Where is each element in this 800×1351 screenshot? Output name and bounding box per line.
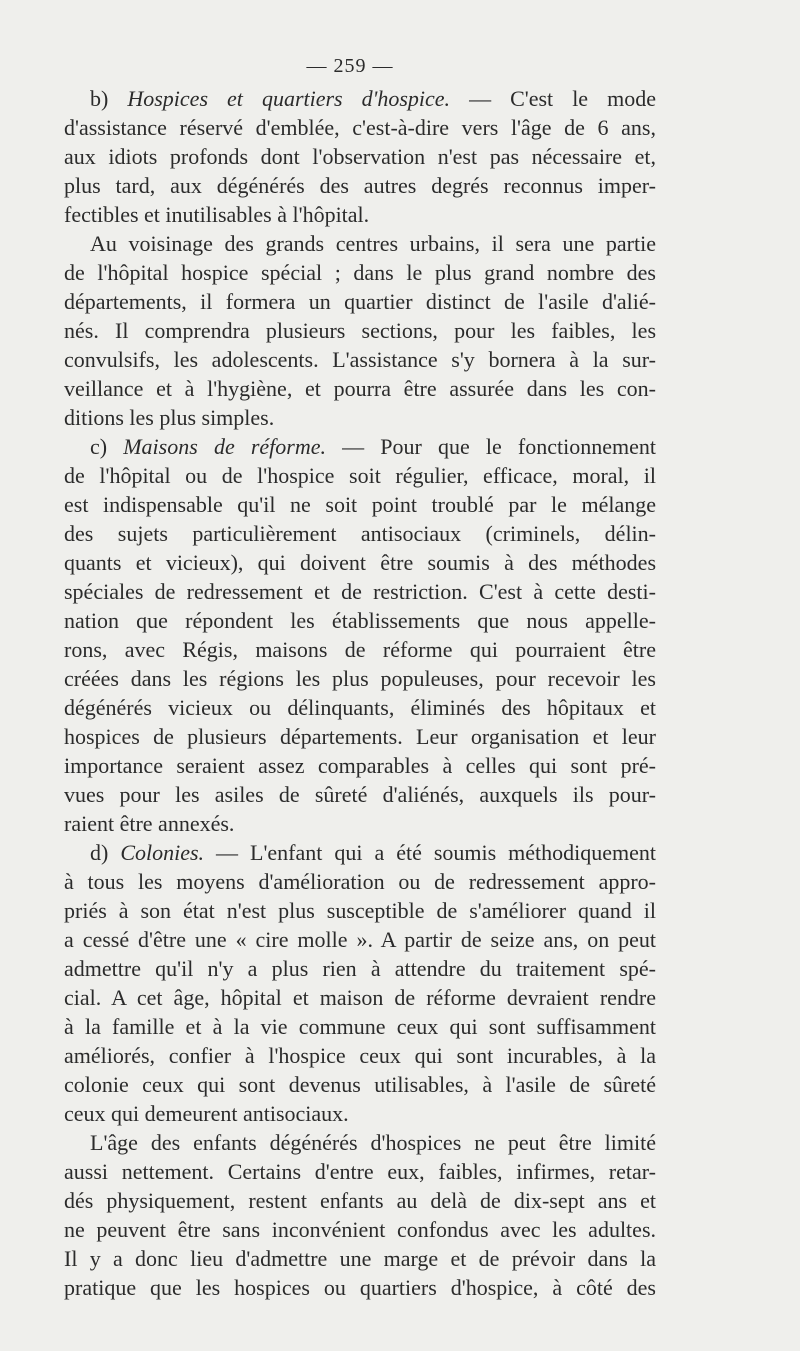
text-line: des sujets particulièrement antisociaux (criminels, délin-	[64, 521, 656, 546]
text-line: veillance et à l'hygiène, et pourra être assurée dans les con-	[64, 376, 656, 401]
paragraph	[64, 1128, 656, 1302]
text-line: d) Colonies. — L'enfant qui a été soumis méthodiquement	[90, 840, 657, 865]
text-line: nation que répondent les établissements que nous appelle-	[64, 608, 656, 633]
text-line: convulsifs, les adolescents. L'assistance s'y bornera à la sur-	[64, 347, 656, 372]
text-line: aussi nettement. Certains d'entre eux, faibles, infirmes, retar-	[64, 1159, 656, 1184]
text-line: améliorés, confier à l'hospice ceux qui sont incurables, à la	[64, 1043, 656, 1068]
text-line: départements, il formera un quartier distinct de l'asile d'alié-	[64, 289, 656, 314]
text-line: aux idiots profonds dont l'observation n'est pas nécessaire et,	[64, 144, 656, 169]
text-line: a cessé d'être une « cire molle ». A partir de seize ans, on peut	[64, 927, 656, 952]
text-line: rons, avec Régis, maisons de réforme qui pourraient être	[64, 637, 656, 662]
section-heading: Maisons de réforme.	[123, 434, 326, 459]
text-line: plus tard, aux dégénérés des autres degrés reconnus imper-	[64, 173, 656, 198]
text-line: ceux qui demeurent antisociaux.	[64, 1101, 349, 1126]
section-heading: Colonies.	[120, 840, 205, 865]
text-line: est indispensable qu'il ne soit point troublé par le mélange	[64, 492, 656, 517]
text-line: pratique que les hospices ou quartiers d'hospice, à côté des	[64, 1275, 656, 1300]
paragraph	[64, 229, 656, 432]
text-line: nés. Il comprendra plusieurs sections, pour les faibles, les	[64, 318, 656, 343]
text-line: quants et vicieux), qui doivent être soumis à des méthodes	[64, 550, 656, 575]
text-line: raient être annexés.	[64, 811, 235, 836]
text-line: spéciales de redressement et de restriction. C'est à cette desti-	[64, 579, 656, 604]
body-text	[64, 84, 656, 1302]
text-line: colonie ceux qui sont devenus utilisables, à l'asile de sûreté	[64, 1072, 656, 1097]
text-line: admettre qu'il n'y a plus rien à attendre du traitement spé-	[64, 956, 656, 981]
paragraph	[64, 84, 656, 229]
paragraph	[64, 838, 656, 1128]
text-line: vues pour les asiles de sûreté d'aliénés, auxquels ils pour-	[64, 782, 656, 807]
text-line: créées dans les régions les plus populeuses, pour recevoir les	[64, 666, 656, 691]
text-line: ne peuvent être sans inconvénient confondus avec les adultes.	[64, 1217, 656, 1242]
section-heading: Hospices et quartiers d'hospice.	[127, 86, 451, 111]
text-line: L'âge des enfants dégénérés d'hospices ne peut être limité	[90, 1130, 656, 1155]
text-line: Au voisinage des grands centres urbains, il sera une partie	[90, 231, 656, 256]
text-line: dégénérés vicieux ou délinquants, éliminés des hôpitaux et	[64, 695, 656, 720]
text-line: c) Maisons de réforme. — Pour que le fonctionnement	[90, 434, 656, 459]
text-line: Il y a donc lieu d'admettre une marge et de prévoir dans la	[64, 1246, 656, 1271]
text-line: b) Hospices et quartiers d'hospice. — C'est le mode	[90, 86, 656, 111]
text-line: dés physiquement, restent enfants au delà de dix-sept ans et	[64, 1188, 656, 1213]
text-line: à la famille et à la vie commune ceux qui sont suffisamment	[64, 1014, 656, 1039]
text-line: à tous les moyens d'amélioration ou de redressement appro-	[64, 869, 656, 894]
text-line: de l'hôpital ou de l'hospice soit régulier, efficace, moral, il	[64, 463, 656, 488]
text-line: importance seraient assez comparables à celles qui sont pré-	[64, 753, 656, 778]
text-line: priés à son état n'est plus susceptible de s'améliorer quand il	[64, 898, 656, 923]
page-number: — 259 —	[306, 55, 394, 77]
text-line: hospices de plusieurs départements. Leur organisation et leur	[64, 724, 656, 749]
text-line: ditions les plus simples.	[64, 405, 275, 430]
text-line: fectibles et inutilisables à l'hôpital.	[64, 202, 370, 227]
paragraph	[64, 432, 656, 838]
text-line: cial. A cet âge, hôpital et maison de réforme devraient rendre	[64, 985, 656, 1010]
text-line: de l'hôpital hospice spécial ; dans le plus grand nombre des	[64, 260, 656, 285]
text-line: d'assistance réservé d'emblée, c'est-à-dire vers l'âge de 6 ans,	[64, 115, 656, 140]
